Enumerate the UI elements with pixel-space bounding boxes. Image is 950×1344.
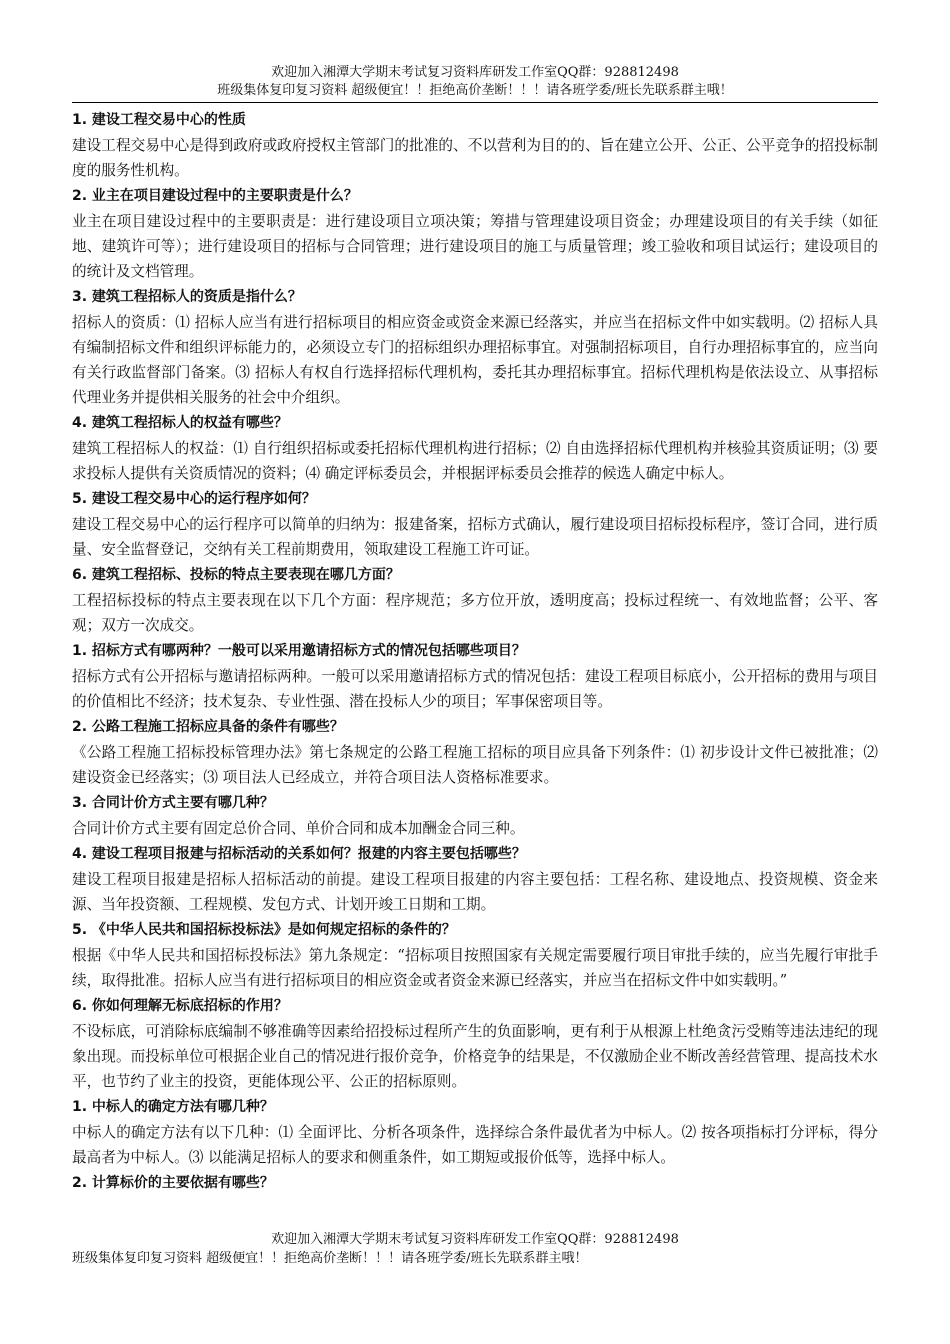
qa-list (72, 107, 878, 1196)
question-heading: 1. 招标方式有哪两种？一般可以采用邀请招标方式的情况包括哪些项目？ (72, 643, 526, 659)
question-heading: 6. 你如何理解无标底招标的作用？ (72, 998, 288, 1014)
answer-text: 业主在项目建设过程中的主要职责是：进行建设项目立项决策；筹措与管理建设项目资金；办理建设项目的有关手续（如征地、建筑许可等）；进行建设项目的招标与合同管理；进行建设项目的施工与质量管理；竣工验收和项目试运行；建设项目的的统计及文档管理。 (72, 213, 878, 280)
answer-text: 建设工程交易中心的运行程序可以简单的归纳为：报建备案，招标方式确认，履行建设项目招标投标程序，签订合同，进行质量、安全监督登记，交纳有关工程前期费用，领取建设工程施工许可证。 (72, 516, 878, 558)
question-heading: 2. 业主在项目建设过程中的主要职责是什么？ (72, 188, 358, 204)
question-heading: 1. 建设工程交易中心的性质 (72, 112, 246, 128)
question-heading: 2. 计算标价的主要依据有哪些？ (72, 1175, 274, 1191)
answer-text: 不设标底，可消除标底编制不够准确等因素给招投标过程所产生的负面影响，更有利于从根源上杜绝贪污受贿等违法违纪的现象出现。而投标单位可根据企业自己的情况进行报价竞争，价格竞争的结果是，不仅激励企业不断改善经营管理、提高技术水平，也节约了业主的投资，更能体现公平、公正的招标原则。 (72, 1023, 878, 1090)
question-heading: 3. 合同计价方式主要有哪几种？ (72, 795, 274, 811)
footer-line-1: 欢迎加入湘潭大学期末考试复习资料库研发工作室QQ群：928812498 (271, 1232, 679, 1247)
header-rule (72, 102, 878, 103)
answer-text: 根据《中华人民共和国招标投标法》第九条规定：“招标项目按照国家有关规定需要履行项目审批手续的，应当先履行审批手续，取得批准。招标人应当有进行招标项目的相应资金或者资金来源已经落实，并应当在招标文件中如实载明。” (72, 947, 878, 989)
footer-line-2: 班级集体复印复习资料 超级便宜！！拒绝高价垄断！！！请各班学委/班长先联系群主哦！ (72, 1251, 588, 1266)
answer-text: 合同计价方式主要有固定总价合同、单价合同和成本加酬金合同三种。 (72, 820, 525, 837)
page-footer (72, 1230, 878, 1268)
answer-text: 工程招标投标的特点主要表现在以下几个方面：程序规范；多方位开放，透明度高；投标过程统一、有效地监督；公平、客观；双方一次成交。 (72, 592, 878, 634)
question-heading: 2. 公路工程施工招标应具备的条件有哪些？ (72, 719, 344, 735)
question-heading: 4. 建设工程项目报建与招标活动的关系如何？报建的内容主要包括哪些？ (72, 846, 526, 862)
question-heading: 5. 建设工程交易中心的运行程序如何？ (72, 491, 316, 507)
answer-text: 建设工程项目报建是招标人招标活动的前提。建设工程项目报建的内容主要包括：工程名称、建设地点、投资规模、资金来源、当年投资额、工程规模、发包方式、计划开竣工日期和工期。 (72, 871, 878, 913)
question-heading: 3. 建筑工程招标人的资质是指什么？ (72, 289, 302, 305)
answer-text: 招标人的资质：⑴ 招标人应当有进行招标项目的相应资金或资金来源已经落实，并应当在招标文件中如实载明。⑵ 招标人具有编制招标文件和组织评标能力的，必须设立专门的招标组织办理招标事宜。对强制招标项目，自行办理招标事宜的，应当向有关行政监督部门备案。⑶ 招标人有权自行选择招标代理机构，委托其办理招标事宜。招标代理机构是依法设立、从事招标代理业务并提供相关服务的社会中介组织。 (72, 314, 878, 406)
answer-text: 建筑工程招标人的权益：⑴ 自行组织招标或委托招标代理机构进行招标；⑵ 自由选择招标代理机构并核验其资质证明；⑶ 要求投标人提供有关资质情况的资料；⑷ 确定评标委员会，并根据评标委员会推荐的候选人确定中标人。 (72, 440, 878, 482)
question-heading: 5. 《中华人民共和国招标投标法》是如何规定招标的条件的？ (72, 922, 456, 938)
header-line-2: 班级集体复印复习资料 超级便宜！！拒绝高价垄断！！！请各班学委/班长先联系群主哦！ (217, 83, 733, 98)
answer-text: 建设工程交易中心是得到政府或政府授权主管部门的批准的、不以营利为目的的、旨在建立公开、公正、公平竞争的招投标制度的服务性机构。 (72, 137, 878, 179)
answer-text: 《公路工程施工招标投标管理办法》第七条规定的公路工程施工招标的项目应具备下列条件：⑴ 初步设计文件已被批准；⑵ 建设资金已经落实；⑶ 项目法人已经成立，并符合项目法人资格标准要求。 (72, 744, 878, 786)
answer-text: 中标人的确定方法有以下几种：⑴ 全面评比、分析各项条件，选择综合条件最优者为中标人。⑵ 按各项指标打分评标，得分最高者为中标人。⑶ 以能满足招标人的要求和侧重条件，如工期短或报价低等，选择中标人。 (72, 1124, 878, 1166)
page-header (72, 64, 878, 100)
question-heading: 6. 建筑工程招标、投标的特点主要表现在哪几方面？ (72, 567, 400, 583)
document-page (72, 64, 878, 1196)
header-line-1: 欢迎加入湘潭大学期末考试复习资料库研发工作室QQ群：928812498 (271, 65, 679, 80)
question-heading: 4. 建筑工程招标人的权益有哪些？ (72, 415, 288, 431)
answer-text: 招标方式有公开招标与邀请招标两种。一般可以采用邀请招标方式的情况包括：建设工程项目标底小，公开招标的费用与项目的价值相比不经济；技术复杂、专业性强、潜在投标人少的项目；军事保密项目等。 (72, 668, 878, 710)
question-heading: 1. 中标人的确定方法有哪几种？ (72, 1099, 274, 1115)
